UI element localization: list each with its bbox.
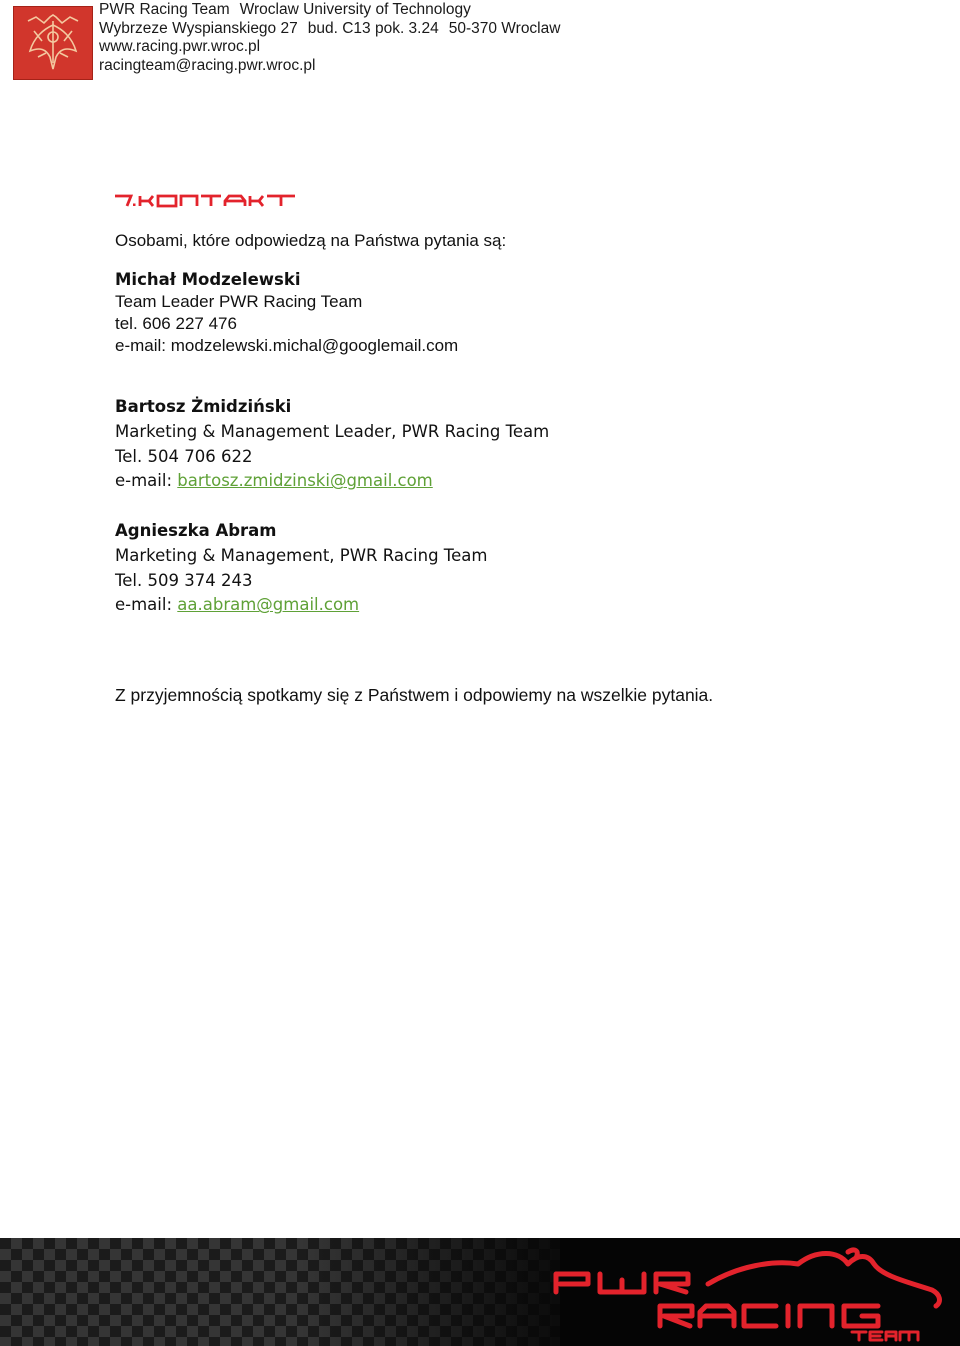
email-label: e-mail: xyxy=(115,595,173,615)
university-name: Wroclaw University of Technology xyxy=(239,1,471,18)
address-city: 50-370 Wroclaw xyxy=(448,19,561,37)
address-street: Wybrzeze Wyspianskiego 27 xyxy=(99,19,298,37)
letterhead-text xyxy=(99,1,560,75)
footer-banner xyxy=(0,1238,960,1346)
contact-phone: Tel. 504 706 622 xyxy=(115,446,253,466)
university-crest-icon xyxy=(13,6,93,80)
contact-role: Marketing & Management, PWR Racing Team xyxy=(115,545,488,565)
contact-email[interactable]: modzelewski.michal@googlemail.com xyxy=(170,336,459,355)
contact-section xyxy=(115,228,915,705)
contact-email-link[interactable]: aa.abram@gmail.com xyxy=(177,595,360,615)
contact-card xyxy=(115,269,458,357)
email-label: e-mail: xyxy=(115,471,173,491)
contact-role: Marketing & Management Leader, PWR Racing Team xyxy=(115,421,550,441)
intro-text: Osobami, które odpowiedzą na Państwa pytania są: xyxy=(115,231,507,250)
section-title xyxy=(113,190,303,216)
contact-name: Agnieszka Abram xyxy=(115,521,277,540)
email-label: e-mail: xyxy=(115,336,167,355)
contact-card xyxy=(115,519,487,618)
contact-phone: Tel. 509 374 243 xyxy=(115,570,253,590)
org-name: PWR Racing Team xyxy=(99,1,230,18)
contact-card xyxy=(115,395,549,494)
pwr-racing-team-logo xyxy=(548,1244,948,1342)
closing-text: Z przyjemnością spotkamy się z Państwem i odpowiemy na wszelkie pytania. xyxy=(115,685,714,705)
letterhead xyxy=(0,0,960,90)
contact-name: Bartosz Żmidziński xyxy=(115,397,292,416)
section-title-graphic xyxy=(113,190,303,212)
contact-email-link[interactable]: bartosz.zmidzinski@gmail.com xyxy=(177,471,433,491)
contact-role: Team Leader PWR Racing Team xyxy=(115,292,363,311)
contact-name: Michał Modzelewski xyxy=(115,270,301,289)
contact-phone: tel. 606 227 476 xyxy=(115,314,237,333)
website-link[interactable]: www.racing.pwr.wroc.pl xyxy=(99,38,261,55)
org-email-link[interactable]: racingteam@racing.pwr.wroc.pl xyxy=(99,56,316,74)
address-building: bud. C13 pok. 3.24 xyxy=(307,19,439,37)
